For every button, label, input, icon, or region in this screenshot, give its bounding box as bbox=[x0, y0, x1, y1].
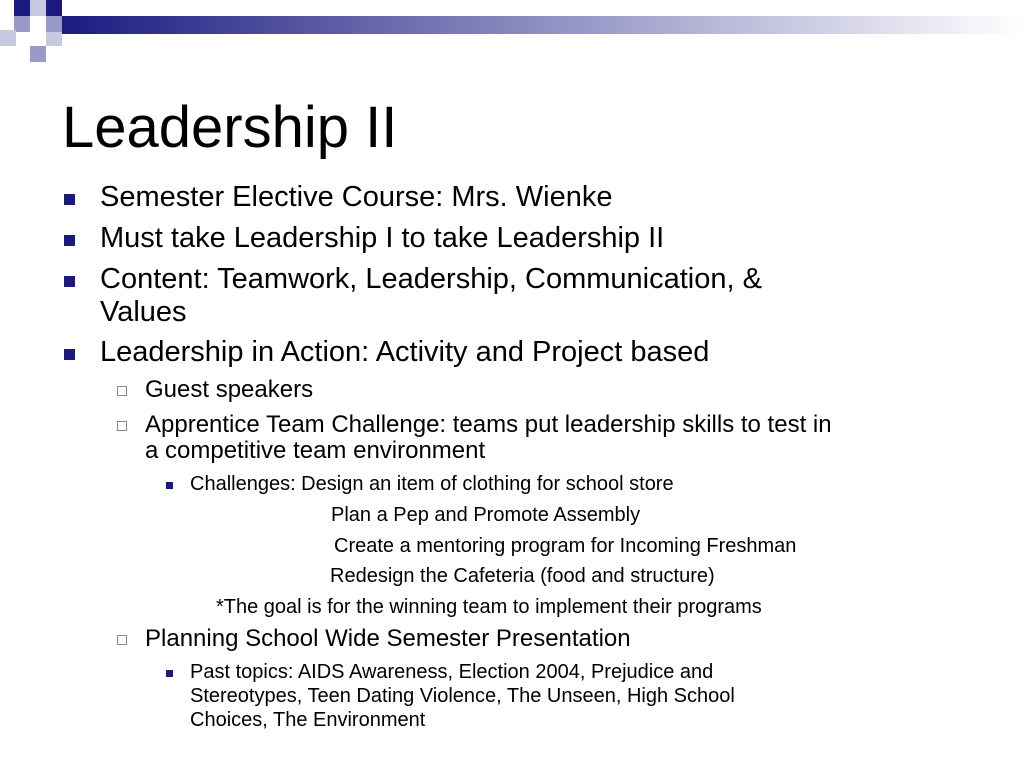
square-bullet-icon bbox=[64, 235, 75, 246]
bullet-prerequisite: Must take Leadership I to take Leadership II bbox=[100, 222, 665, 254]
square-bullet-icon bbox=[166, 670, 173, 677]
sub-bullet-apprentice-cont: a competitive team environment bbox=[145, 437, 486, 464]
challenges-goal: *The goal is for the winning team to implement their programs bbox=[216, 596, 762, 618]
challenges-line-1: Challenges: Design an item of clothing for school store bbox=[190, 473, 674, 495]
sub-bullet-guest: Guest speakers bbox=[145, 376, 314, 403]
hollow-square-bullet-icon bbox=[117, 421, 127, 431]
bullet-leadership-action: Leadership in Action: Activity and Project based bbox=[100, 336, 710, 368]
square-bullet-icon bbox=[64, 194, 75, 205]
challenges-line-3: Create a mentoring program for Incoming Freshman bbox=[334, 535, 797, 557]
past-topics-line-1: Past topics: AIDS Awareness, Election 2004, Prejudice and bbox=[190, 661, 714, 683]
bullet-course: Semester Elective Course: Mrs. Wienke bbox=[100, 181, 613, 213]
hollow-square-bullet-icon bbox=[117, 635, 127, 645]
square-bullet-icon bbox=[166, 482, 173, 489]
square-bullet-icon bbox=[64, 349, 75, 360]
challenges-line-4: Redesign the Cafeteria (food and structure) bbox=[330, 565, 715, 587]
sub-bullet-planning: Planning School Wide Semester Presentation bbox=[145, 625, 631, 652]
slide-title: Leadership II bbox=[62, 95, 398, 160]
hollow-square-bullet-icon bbox=[117, 386, 127, 396]
bullet-content-cont: Values bbox=[100, 296, 187, 328]
past-topics-line-2: Stereotypes, Teen Dating Violence, The Unseen, High School bbox=[190, 685, 735, 707]
square-bullet-icon bbox=[64, 276, 75, 287]
past-topics-line-3: Choices, The Environment bbox=[190, 709, 426, 731]
bullet-content: Content: Teamwork, Leadership, Communication, & bbox=[100, 263, 762, 295]
sub-bullet-apprentice: Apprentice Team Challenge: teams put leadership skills to test in bbox=[145, 411, 832, 438]
challenges-line-2: Plan a Pep and Promote Assembly bbox=[331, 504, 641, 526]
